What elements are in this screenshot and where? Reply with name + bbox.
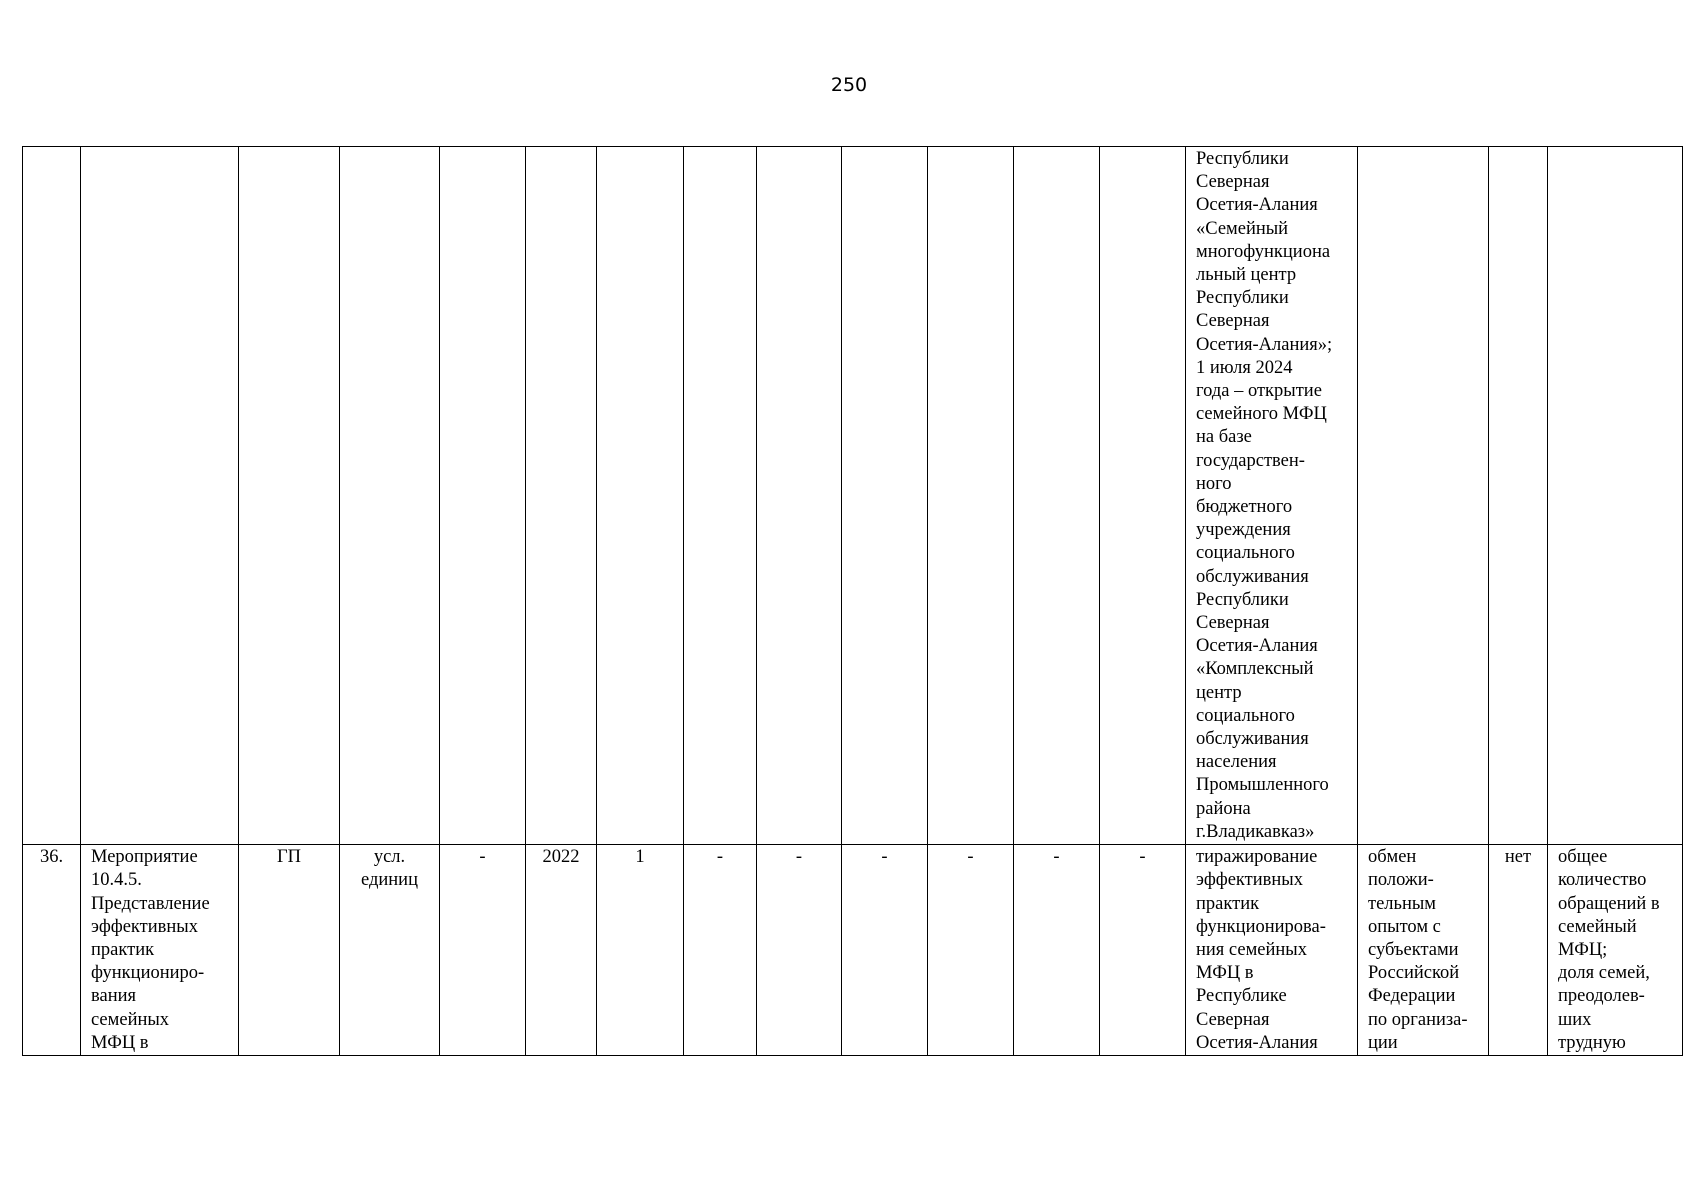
text-line: единиц xyxy=(361,870,418,891)
text-line: положи- xyxy=(1368,870,1434,891)
cell-number: 36. xyxy=(23,845,81,1056)
cell-base-value: - xyxy=(440,845,526,1056)
text-line: тиражирование xyxy=(1196,847,1318,868)
cell-value-4 xyxy=(842,147,928,845)
cell-value-2: - xyxy=(684,845,757,1056)
text-line: Осетия-Алания xyxy=(1196,195,1318,216)
cell-number xyxy=(23,147,81,845)
text-line: населения xyxy=(1196,752,1277,773)
text-line: многофункциона xyxy=(1196,241,1331,262)
text-line: семейного МФЦ xyxy=(1196,404,1327,425)
text-line: Республике xyxy=(1196,986,1287,1007)
text-line: обмен xyxy=(1368,847,1417,868)
text-line: доля семей, xyxy=(1558,963,1650,984)
text-line: г.Владикавказ» xyxy=(1196,821,1315,842)
cell-base-value xyxy=(440,147,526,845)
text-line: преодолев- xyxy=(1558,986,1645,1007)
cell-value-5: - xyxy=(928,845,1014,1056)
cell-result xyxy=(1186,845,1358,1056)
text-line: функционирова- xyxy=(1196,916,1326,937)
text-line: эффективных xyxy=(91,916,198,937)
cell-effect xyxy=(1358,147,1489,845)
text-line: льный центр xyxy=(1196,265,1297,286)
text-line: на базе xyxy=(1196,427,1252,448)
text-line: 1 июля 2024 xyxy=(1196,357,1293,378)
text-line: усл. xyxy=(373,847,406,868)
text-line: Республики xyxy=(1196,149,1289,169)
text-line: ших xyxy=(1558,1009,1592,1030)
table-row-36 xyxy=(23,845,1683,1056)
cell-value-6 xyxy=(1014,147,1100,845)
text-line: тельным xyxy=(1368,893,1437,914)
text-line: «Комплексный xyxy=(1196,659,1314,680)
text-line: субъектами xyxy=(1368,939,1459,960)
text-line: МФЦ в xyxy=(1196,963,1254,984)
cell-value-5 xyxy=(928,147,1014,845)
text-line: МФЦ; xyxy=(1558,939,1608,960)
cell-year xyxy=(526,147,597,845)
text-line: практик xyxy=(1196,893,1260,914)
text-line: функциониро- xyxy=(91,963,205,984)
cell-effect xyxy=(1358,845,1489,1056)
cell-value-7: - xyxy=(1100,845,1186,1056)
text-line: практик xyxy=(91,939,155,960)
text-line: Северная xyxy=(1196,311,1270,332)
text-line: района xyxy=(1196,798,1251,819)
text-line: семейный xyxy=(1558,916,1637,937)
cell-value-6: - xyxy=(1014,845,1100,1056)
text-line: учреждения xyxy=(1196,520,1291,541)
text-line: Осетия-Алания xyxy=(1196,1032,1318,1053)
text-line: обслуживания xyxy=(1196,729,1309,750)
cell-value-3 xyxy=(757,147,842,845)
cell-name xyxy=(81,147,239,845)
text-line: общее xyxy=(1558,847,1608,868)
text-line: Республики xyxy=(1196,288,1289,309)
text-line: социального xyxy=(1196,705,1295,726)
text-line: Промышленного xyxy=(1196,775,1329,796)
text-line: Северная xyxy=(1196,1009,1270,1030)
measures-table xyxy=(22,146,1683,1056)
text-line: Федерации xyxy=(1368,986,1456,1007)
text-line: МФЦ в xyxy=(91,1032,149,1053)
text-line: вания xyxy=(91,986,137,1007)
cell-name xyxy=(81,845,239,1056)
text-line: социального xyxy=(1196,543,1295,564)
cell-flag xyxy=(1489,147,1548,845)
text-line: года – открытие xyxy=(1196,381,1322,402)
text-line: Осетия-Алания»; xyxy=(1196,334,1333,355)
text-line: Осетия-Алания xyxy=(1196,636,1318,657)
cell-value-1 xyxy=(597,147,684,845)
text-line: ции xyxy=(1368,1032,1398,1053)
table-row-continued xyxy=(23,147,1683,845)
cell-value-7 xyxy=(1100,147,1186,845)
cell-value-3: - xyxy=(757,845,842,1056)
text-line: ного xyxy=(1196,473,1232,494)
text-line: Северная xyxy=(1196,613,1270,634)
text-line: ния семейных xyxy=(1196,939,1307,960)
cell-flag: нет xyxy=(1489,845,1548,1056)
text-line: семейных xyxy=(91,1009,170,1030)
cell-type: ГП xyxy=(239,845,340,1056)
text-line: бюджетного xyxy=(1196,497,1293,518)
cell-indicator xyxy=(1548,147,1683,845)
text-line: Мероприятие xyxy=(91,847,198,868)
text-line: трудную xyxy=(1558,1032,1626,1053)
cell-year: 2022 xyxy=(526,845,597,1056)
text-line: «Семейный xyxy=(1196,218,1289,239)
page-number: 250 xyxy=(830,74,868,96)
text-line: Представление xyxy=(91,893,210,914)
text-line: центр xyxy=(1196,682,1242,703)
text-line: 10.4.5. xyxy=(91,870,142,891)
text-line: обслуживания xyxy=(1196,566,1309,587)
cell-value-1: 1 xyxy=(597,845,684,1056)
cell-type xyxy=(239,147,340,845)
cell-value-2 xyxy=(684,147,757,845)
cell-indicator xyxy=(1548,845,1683,1056)
text-line: опытом с xyxy=(1368,916,1441,937)
text-line: количество xyxy=(1558,870,1647,891)
text-line: Российской xyxy=(1368,963,1460,984)
text-line: обращений в xyxy=(1558,893,1660,914)
cell-value-4: - xyxy=(842,845,928,1056)
text-line: по организа- xyxy=(1368,1009,1468,1030)
text-line: государствен- xyxy=(1196,450,1305,471)
cell-result xyxy=(1186,147,1358,845)
text-line: Республики xyxy=(1196,589,1289,610)
text-line: эффективных xyxy=(1196,870,1303,891)
cell-unit xyxy=(340,147,440,845)
cell-unit xyxy=(340,845,440,1056)
text-line: Северная xyxy=(1196,172,1270,193)
